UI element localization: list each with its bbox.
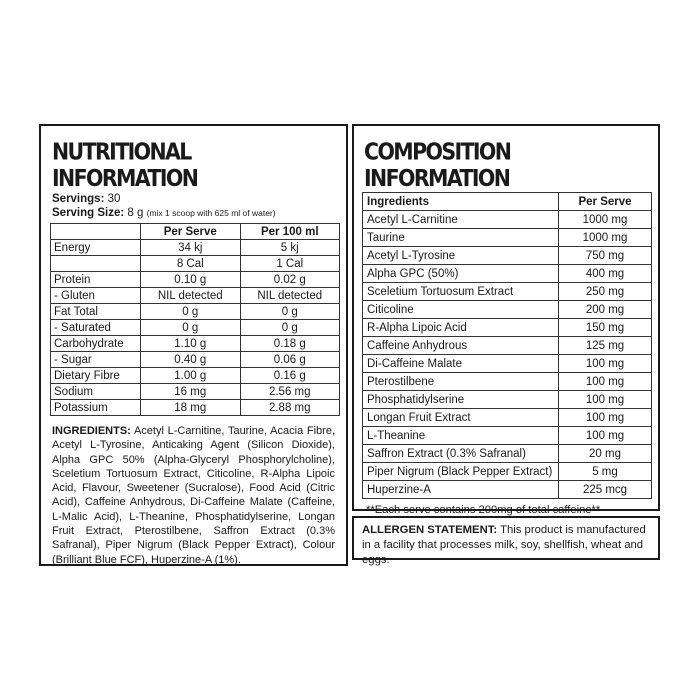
allergen-panel <box>352 516 660 566</box>
nutrient-name: Dietary Fibre <box>51 368 141 384</box>
ingredient-amount: 1000 mg <box>559 211 652 229</box>
nutrition-panel <box>39 124 348 566</box>
composition-title: COMPOSITION INFORMATION <box>364 138 511 192</box>
per-serve-value: 0 g <box>141 320 241 336</box>
nutrition-row <box>51 288 340 304</box>
ingredient-amount: 100 mg <box>559 391 652 409</box>
ingredient-amount: 5 mg <box>559 463 652 481</box>
per-100-value: 0.18 g <box>240 336 340 352</box>
per-100-value: 0.06 g <box>240 352 340 368</box>
composition-panel <box>352 124 660 516</box>
nutrient-name: Potassium <box>51 400 141 416</box>
per-100-value: 2.88 mg <box>240 400 340 416</box>
per-100-value: 0 g <box>240 320 340 336</box>
composition-row <box>363 283 652 301</box>
serving-size-line <box>52 206 337 220</box>
nutrition-table <box>50 223 340 416</box>
composition-row <box>363 445 652 463</box>
ingredient-amount: 1000 mg <box>559 229 652 247</box>
composition-row <box>363 211 652 229</box>
nutrient-name: - Gluten <box>51 288 141 304</box>
per-serve-value: 0 g <box>141 304 241 320</box>
serving-size-label: Serving Size: <box>52 207 125 219</box>
ingredients-label: INGREDIENTS: <box>52 425 131 437</box>
ingredient-amount: 100 mg <box>559 427 652 445</box>
composition-row <box>363 409 652 427</box>
composition-row <box>363 427 652 445</box>
per-serve-value: 34 kj <box>141 240 241 256</box>
ingredient-name: Longan Fruit Extract <box>363 409 559 427</box>
composition-row <box>363 265 652 283</box>
per-serve-value: 0.10 g <box>141 272 241 288</box>
nutrition-title: NUTRITIONAL INFORMATION <box>52 138 198 192</box>
nutrient-name: Carbohydrate <box>51 336 141 352</box>
ingredient-name: Piper Nigrum (Black Pepper Extract) <box>363 463 559 481</box>
ingredient-amount: 200 mg <box>559 301 652 319</box>
per-serve-value: 0.40 g <box>141 352 241 368</box>
nutrient-name: Protein <box>51 272 141 288</box>
per-100-value: 0 g <box>240 304 340 320</box>
ingredient-name: Pterostilbene <box>363 373 559 391</box>
nutrient-name: - Sugar <box>51 352 141 368</box>
ingredient-name: Alpha GPC (50%) <box>363 265 559 283</box>
ingredient-name: Saffron Extract (0.3% Safranal) <box>363 445 559 463</box>
nutrition-row <box>51 400 340 416</box>
ingredient-name: L-Theanine <box>363 427 559 445</box>
allergen-statement <box>362 523 650 568</box>
ingredient-name: Phosphatidylserine <box>363 391 559 409</box>
composition-row <box>363 319 652 337</box>
per-serve-value: 8 Cal <box>141 256 241 272</box>
nutrition-row <box>51 304 340 320</box>
nutrition-row <box>51 336 340 352</box>
per-100-value: 5 kj <box>240 240 340 256</box>
nutrition-header-per-100: Per 100 ml <box>240 224 340 240</box>
ingredient-name: Huperzine-A <box>363 481 559 499</box>
nutrition-row <box>51 320 340 336</box>
nutrient-name: - Saturated <box>51 320 141 336</box>
ingredient-amount: 20 mg <box>559 445 652 463</box>
composition-row <box>363 229 652 247</box>
ingredient-amount: 225 mcg <box>559 481 652 499</box>
composition-row <box>363 301 652 319</box>
nutrition-header-blank <box>51 224 141 240</box>
per-100-value: NIL detected <box>240 288 340 304</box>
ingredient-amount: 400 mg <box>559 265 652 283</box>
ingredient-amount: 125 mg <box>559 337 652 355</box>
ingredient-name: Taurine <box>363 229 559 247</box>
composition-row <box>363 463 652 481</box>
servings-line <box>52 192 337 206</box>
servings-label: Servings: <box>52 193 105 205</box>
composition-header-ingredients: Ingredients <box>363 193 559 211</box>
nutrition-row <box>51 368 340 384</box>
allergen-label: ALLERGEN STATEMENT: <box>362 524 498 536</box>
ingredient-name: Caffeine Anhydrous <box>363 337 559 355</box>
ingredient-amount: 150 mg <box>559 319 652 337</box>
nutrition-header-per-serve: Per Serve <box>141 224 241 240</box>
composition-header-per-serve: Per Serve <box>559 193 652 211</box>
ingredient-amount: 100 mg <box>559 373 652 391</box>
ingredient-name: R-Alpha Lipoic Acid <box>363 319 559 337</box>
nutrient-name <box>51 256 141 272</box>
composition-row <box>363 247 652 265</box>
ingredient-name: Sceletium Tortuosum Extract <box>363 283 559 301</box>
ingredient-name: Di-Caffeine Malate <box>363 355 559 373</box>
ingredient-amount: 750 mg <box>559 247 652 265</box>
serving-size-value: 8 g <box>127 207 144 219</box>
nutrition-row <box>51 384 340 400</box>
ingredient-amount: 250 mg <box>559 283 652 301</box>
nutrient-name: Sodium <box>51 384 141 400</box>
nutrition-row <box>51 256 340 272</box>
nutrient-name: Fat Total <box>51 304 141 320</box>
allergen-text: This product is manufactured in a facility that processes milk, soy, shellfish, wheat and eggs. <box>362 524 646 566</box>
nutrition-row <box>51 352 340 368</box>
per-serve-value: 16 mg <box>141 384 241 400</box>
composition-row <box>363 355 652 373</box>
ingredient-name: Citicoline <box>363 301 559 319</box>
nutrient-name: Energy <box>51 240 141 256</box>
nutrition-header-row <box>51 224 340 240</box>
ingredients-paragraph <box>52 424 335 567</box>
ingredients-text: Acetyl L-Carnitine, Taurine, Acacia Fibre, Acetyl L-Tyrosine, Anticaking Agent (Silicon Dioxide), Alpha GPC 50% (Alpha-Glyceryl Phosphorylcholine), Sceletium Tortuosum Extract, Citicoline, R-Alpha Lipoic Acid, Flavour, Sweetener (Sucralose), Food Acid (Citric Acid), Caffeine Anhydrous, Di-Caffeine Malate (Caffeine, L-Malic Acid), L-Theanine, Phosphatidylserine, Longan Fruit Extract, Pterostilbene, Saffron Extract (0.3% Safranal), Piper Nigrum (Black Pepper Extract), Colour (Brilliant Blue FCF), Huperzine-A (1%). <box>52 425 335 566</box>
nutrition-row <box>51 240 340 256</box>
per-serve-value: 18 mg <box>141 400 241 416</box>
per-100-value: 1 Cal <box>240 256 340 272</box>
per-100-value: 2.56 mg <box>240 384 340 400</box>
composition-row <box>363 481 652 499</box>
composition-row <box>363 337 652 355</box>
ingredient-name: Acetyl L-Tyrosine <box>363 247 559 265</box>
ingredient-amount: 100 mg <box>559 409 652 427</box>
serving-size-note: (mix 1 scoop with 625 ml of water) <box>146 208 276 218</box>
composition-table <box>362 192 652 499</box>
per-serve-value: NIL detected <box>141 288 241 304</box>
per-serve-value: 1.10 g <box>141 336 241 352</box>
servings-value: 30 <box>107 193 121 205</box>
caffeine-note: **Each serve contains 200mg of total caffeine** <box>366 504 601 516</box>
composition-row <box>363 373 652 391</box>
composition-header-row <box>363 193 652 211</box>
per-serve-value: 1.00 g <box>141 368 241 384</box>
ingredient-amount: 100 mg <box>559 355 652 373</box>
composition-row <box>363 391 652 409</box>
nutrition-row <box>51 272 340 288</box>
per-100-value: 0.16 g <box>240 368 340 384</box>
per-100-value: 0.02 g <box>240 272 340 288</box>
ingredient-name: Acetyl L-Carnitine <box>363 211 559 229</box>
